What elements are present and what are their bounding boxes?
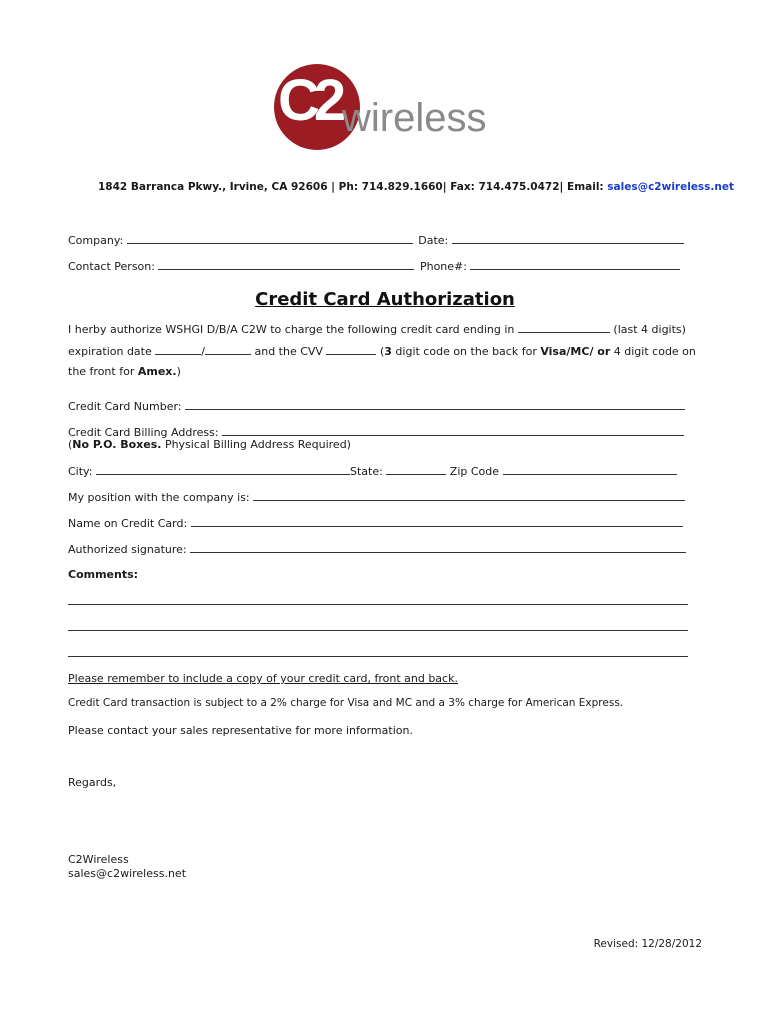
cvv-note-text: digit code on the back for	[391, 345, 541, 358]
auth-line1-text: I herby authorize WSHGI D/B/A C2W to charge the following credit card ending in	[68, 323, 515, 336]
charge-note: Credit Card transaction is subject to a 2% charge for Visa and MC and a 3% charge for American Express.	[68, 697, 624, 709]
comments-line-2[interactable]	[68, 630, 688, 631]
zip-label: Zip Code	[449, 465, 500, 478]
amex-note-end: )	[176, 365, 181, 378]
comments-label: Comments:	[68, 568, 139, 581]
state-field[interactable]	[386, 464, 446, 475]
exp-year-field[interactable]	[205, 344, 251, 355]
name-on-card-field[interactable]	[191, 516, 683, 527]
company-date-row	[68, 233, 684, 247]
date-label: Date:	[418, 234, 449, 247]
billing-address-label: Credit Card Billing Address:	[68, 426, 219, 439]
amex-note-text: the front for	[68, 365, 138, 378]
logo-mark: C2	[278, 68, 341, 133]
page-title: Credit Card Authorization	[255, 289, 515, 310]
signature-row	[68, 542, 686, 556]
company-field[interactable]	[127, 233, 413, 244]
signoff-email: sales@c2wireless.net	[68, 867, 187, 880]
city-state-zip-row	[68, 464, 677, 478]
phone-label: Phone#:	[419, 260, 467, 273]
state-label: State:	[349, 465, 383, 478]
signature-label: Authorized signature:	[68, 543, 187, 556]
name-on-card-row	[68, 516, 683, 530]
address-line	[98, 181, 734, 193]
reminder-note: Please remember to include a copy of your credit card, front and back.	[68, 672, 458, 685]
auth-line-1	[68, 322, 686, 336]
position-row	[68, 490, 685, 504]
contact-phone-row	[68, 259, 680, 273]
signoff-company: C2Wireless	[68, 853, 129, 866]
contact-person-label: Contact Person:	[68, 260, 155, 273]
comments-line-3[interactable]	[68, 656, 688, 657]
address-email-link[interactable]: sales@c2wireless.net	[607, 181, 735, 193]
expiration-label: expiration date	[68, 345, 152, 358]
auth-line-3	[68, 365, 181, 378]
auth-line1-suffix: (last 4 digits)	[613, 323, 686, 336]
contact-person-field[interactable]	[158, 259, 414, 270]
name-on-card-label: Name on Credit Card:	[68, 517, 188, 530]
card-number-label: Credit Card Number:	[68, 400, 182, 413]
cvv-note-3: 3	[384, 345, 392, 358]
card-number-row	[68, 399, 685, 413]
regards-text: Regards,	[68, 776, 117, 789]
phone-field[interactable]	[470, 259, 680, 270]
position-field[interactable]	[253, 490, 685, 501]
billing-address-field[interactable]	[222, 425, 684, 436]
cvv-note-open: (	[379, 345, 385, 358]
billing-note-row	[68, 438, 351, 451]
billing-note-open: (	[68, 438, 73, 451]
auth-line-2	[68, 344, 696, 358]
address-text: 1842 Barranca Pkwy., Irvine, CA 92606 | Ph: 714.829.1660| Fax: 714.475.0472| Email:	[98, 181, 608, 193]
last-4-digits-field[interactable]	[518, 322, 610, 333]
cvv-note-end: 4 digit code on	[610, 345, 696, 358]
city-label: City:	[68, 465, 93, 478]
logo-wordmark: wireless	[342, 96, 487, 140]
city-field[interactable]	[96, 464, 350, 475]
exp-month-field[interactable]	[155, 344, 201, 355]
cvv-label: and the CVV	[254, 345, 323, 358]
exp-slash: /	[201, 345, 205, 358]
card-number-field[interactable]	[185, 399, 685, 410]
contact-note: Please contact your sales representative for more information.	[68, 724, 413, 737]
company-logo	[270, 62, 500, 152]
billing-note-rest: Physical Billing Address Required)	[161, 438, 351, 451]
amex-note-bold: Amex.	[137, 365, 177, 378]
revised-date: Revised: 12/28/2012	[593, 938, 702, 950]
billing-note-bold: No P.O. Boxes.	[72, 438, 162, 451]
position-label: My position with the company is:	[68, 491, 250, 504]
cvv-note-visa: Visa/MC/ or	[540, 345, 611, 358]
zip-field[interactable]	[503, 464, 677, 475]
billing-address-row	[68, 425, 684, 439]
date-field[interactable]	[452, 233, 684, 244]
comments-line-1[interactable]	[68, 604, 688, 605]
cvv-field[interactable]	[326, 344, 376, 355]
signature-field[interactable]	[190, 542, 686, 553]
company-label: Company:	[68, 234, 124, 247]
